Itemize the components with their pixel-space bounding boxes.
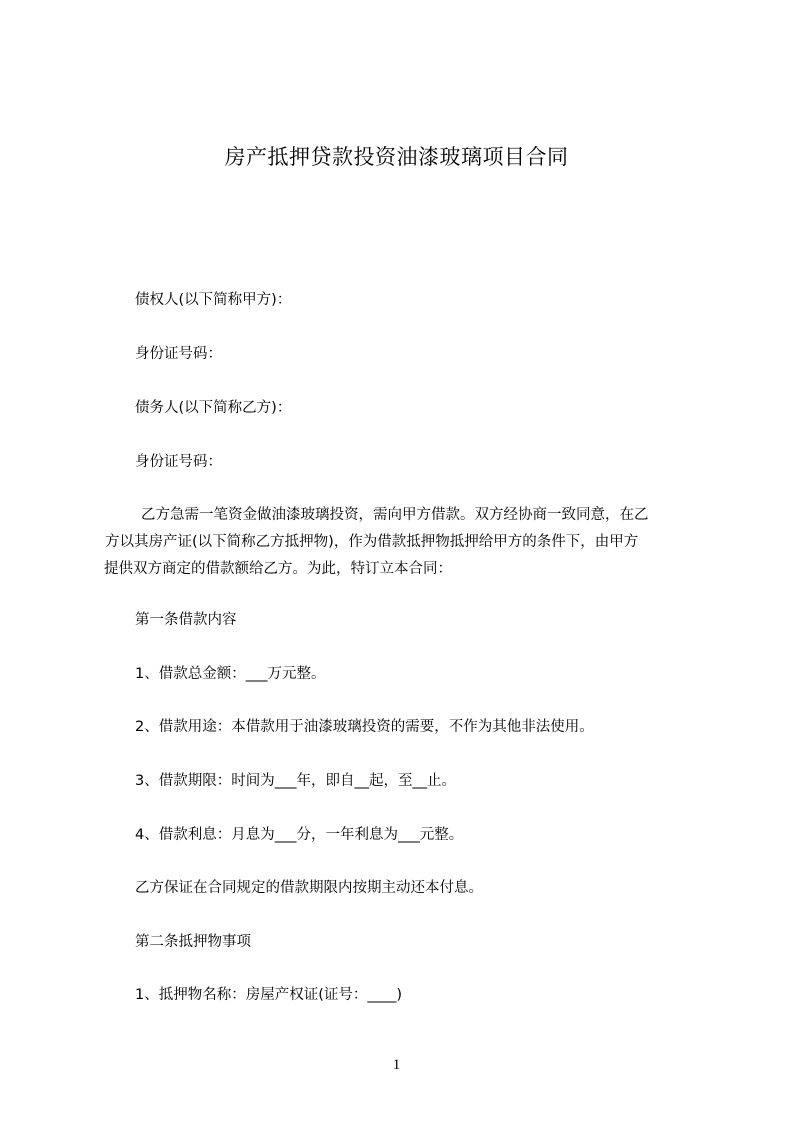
intro-paragraph bbox=[104, 502, 712, 583]
section1-item: 1、借款总金额：___万元整。 bbox=[135, 666, 326, 682]
creditor-field: 债权人(以下简称甲方)： bbox=[135, 292, 292, 308]
intro-line: 方以其房产证(以下简称乙方抵押物)，作为借款抵押物抵押给甲方的条件下，由甲方 bbox=[105, 534, 639, 550]
section2-item: 1、抵押物名称：房屋产权证(证号：____) bbox=[135, 987, 403, 1003]
section2-heading: 第二条抵押物事项 bbox=[135, 934, 251, 950]
document-title: 房产抵押贷款投资油漆玻璃项目合同 bbox=[224, 145, 569, 169]
creditor-id-field: 身份证号码： bbox=[135, 346, 222, 362]
intro-line: 乙方急需一笔资金做油漆玻璃投资，需向甲方借款。双方经协商一致同意，在乙 bbox=[141, 507, 649, 523]
intro-line: 提供双方商定的借款额给乙方。为此，特订立本合同： bbox=[104, 561, 452, 577]
debtor-field: 债务人(以下简称乙方)： bbox=[135, 400, 292, 416]
section1-heading: 第一条借款内容 bbox=[135, 612, 237, 628]
section1-item: 3、借款期限：时间为___年，即自__起，至__止。 bbox=[135, 773, 456, 789]
debtor-id-field: 身份证号码： bbox=[135, 454, 222, 470]
page-number: 1 bbox=[392, 1057, 401, 1073]
section1-item: 2、借款用途：本借款用于油漆玻璃投资的需要，不作为其他非法使用。 bbox=[135, 719, 594, 735]
section1-note: 乙方保证在合同规定的借款期限内按期主动还本付息。 bbox=[135, 880, 483, 896]
section1-item: 4、借款利息：月息为___分，一年利息为___元整。 bbox=[135, 827, 464, 843]
